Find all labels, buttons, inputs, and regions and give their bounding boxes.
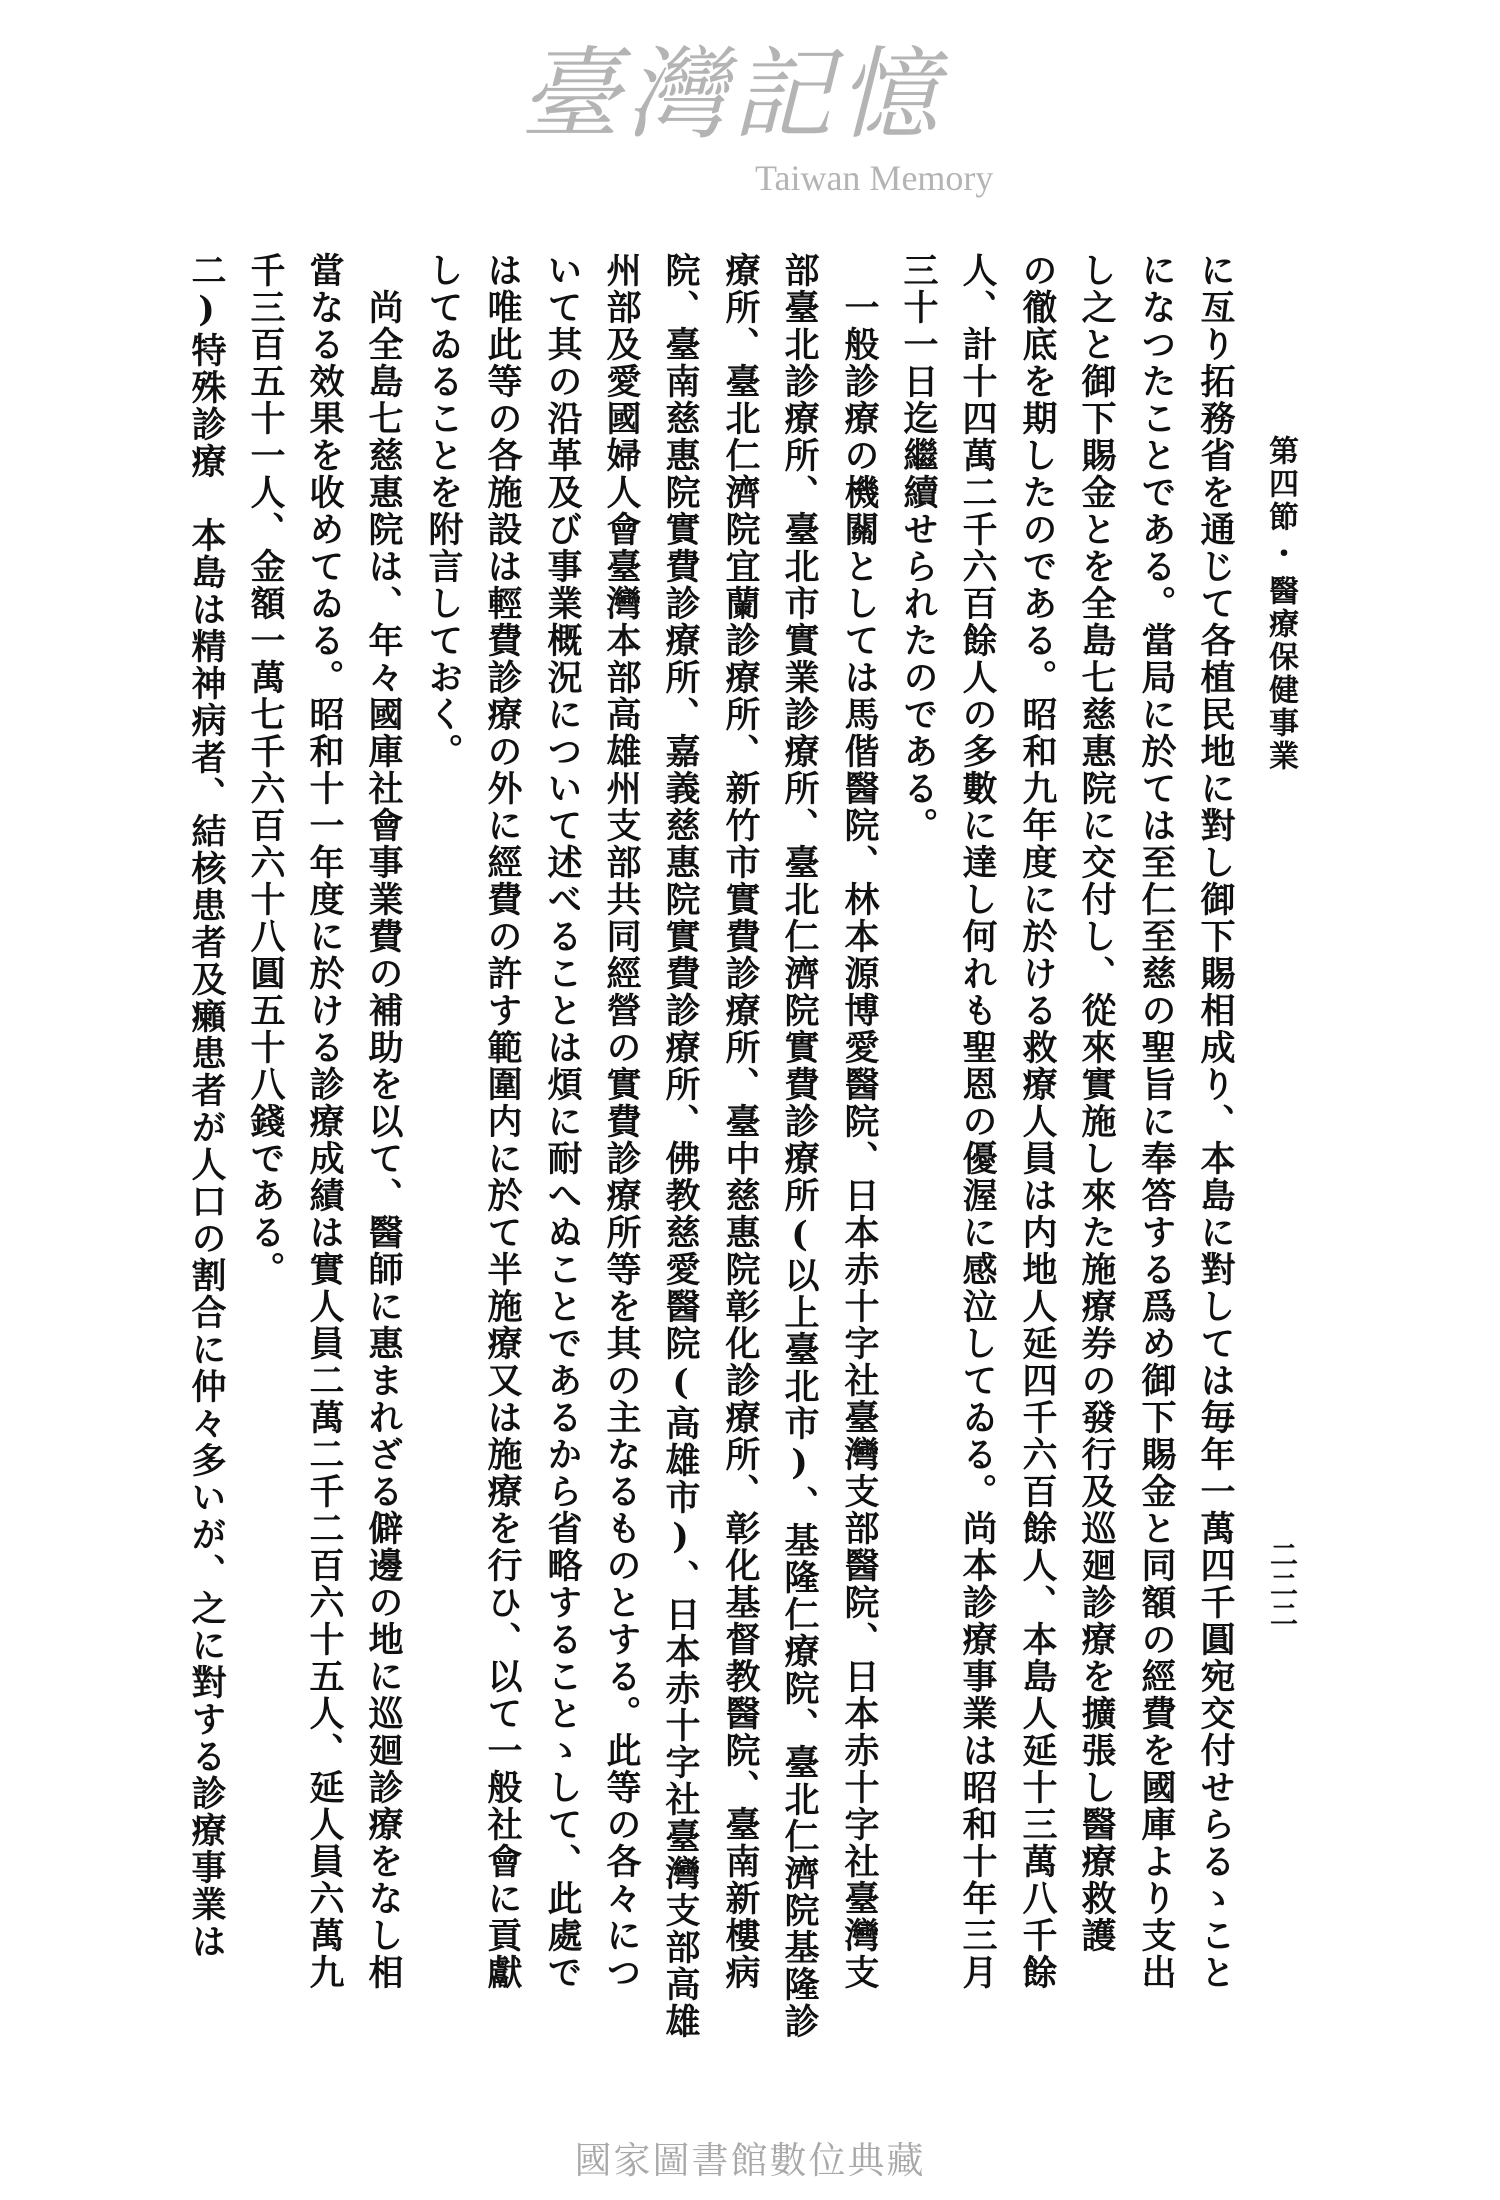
paragraph-start-column: 尚全島七慈惠院は、年々國庫社會事業費の補助を以て、醫師に惠まれざる僻邊の地に巡廻診療をなし相 <box>363 289 404 1991</box>
paragraph-start-column: 一般診療の機關としては馬偕醫院、林本源博愛醫院、日本赤十字社臺灣支部醫院、日本赤十字社臺灣支 <box>839 289 880 1991</box>
text-column: 部臺北診療所、臺北市實業診療所、臺北仁濟院實費診療所(以上臺北市)、基隆仁療院、臺北仁濟院基隆診 <box>779 252 820 2040</box>
text-column: し之と御下賜金とを全島七慈惠院に交付し、從來實施し來た施療券の發行及巡廻診療を擴張し醫療救護 <box>1076 252 1117 1954</box>
text-column: 人、計十四萬二千六百餘人の多數に達し何れも聖恩の優渥に感泣してゐる。尚本診療事業は昭和十年三月 <box>957 252 998 1991</box>
text-column: 療所、臺北仁濟院宜蘭診療所、新竹市實費診療所、臺中慈惠院彰化診療所、彰化基督教醫院、臺南新樓病 <box>720 252 761 1991</box>
running-header <box>1258 435 1302 773</box>
text-column: の徹底を期したのである。昭和九年度に於ける救療人員は内地人延四千六百餘人、本島人延十三萬八千餘 <box>1017 252 1058 1991</box>
text-column: 院、臺南慈惠院實費診療所、嘉義慈惠院實費診療所、佛教慈愛醫院(高雄市)、日本赤十字社臺灣支部高雄 <box>660 252 701 2040</box>
text-column: 州部及愛國婦人會臺灣本部高雄州支部共同經營の實費診療所等を其の主なるものとする。此等の各々につ <box>601 252 642 1991</box>
watermark-english-text: Taiwan Memory <box>755 158 994 198</box>
text-column: に亙り拓務省を通じて各植民地に對し御下賜相成り、本島に對しては毎年一萬四千圓宛交付せらるゝこと <box>1195 252 1236 1991</box>
library-footer: 國家圖書館數位典藏 <box>574 2139 926 2182</box>
text-column: してゐることを附言しておく。 <box>423 252 464 770</box>
section-title: 醫療保健事業 <box>1263 575 1298 773</box>
text-column: 千三百五十一人、金額一萬七千六百六十八圓五十八錢である。 <box>245 252 286 1288</box>
subsection-column: 二)特殊診療 本島は精神病者、結核患者及癩患者が人口の割合に仲々多いが、之に對する診療事業は <box>186 252 227 1960</box>
section-number: 第四節 <box>1263 435 1298 534</box>
watermark-logo-text: 臺灣記憶 <box>520 36 944 153</box>
header-separator: ・ <box>1263 538 1298 571</box>
text-column: は唯此等の各施設は輕費診療の外に經費の許す範圍内に於て半施療又は施療を行ひ、以て一般社會に貢獻 <box>482 252 523 1991</box>
taiwan-memory-watermark <box>520 36 994 210</box>
text-column: になつたことである。當局に於ては至仁至慈の聖旨に奉答する爲め御下賜金と同額の經費を國庫より支出 <box>1136 252 1177 1991</box>
text-column: 三十一日迄繼續せられたのである。 <box>898 252 939 844</box>
page-number: 二二二 <box>1266 1540 1299 1630</box>
text-column: いて其の沿革及び事業概況について述べることは煩に耐へぬことであるから省略することゝして、此處で <box>542 252 583 1991</box>
text-column: 當なる效果を收めてゐる。昭和十一年度に於ける診療成績は實人員二萬二千二百六十五人、延人員六萬九 <box>304 252 345 1991</box>
